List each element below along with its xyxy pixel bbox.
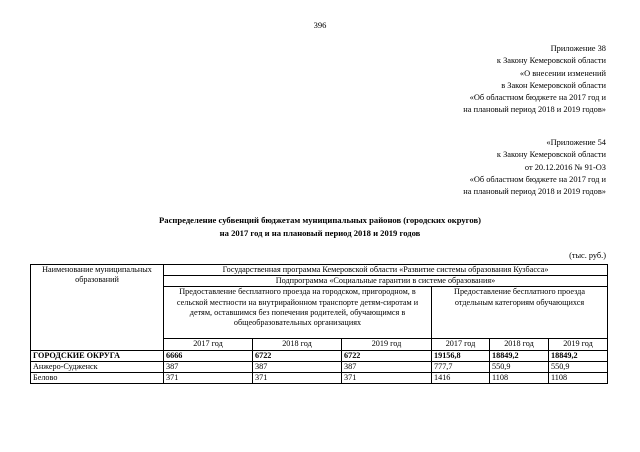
row-value: 777,7 <box>432 361 490 372</box>
year-header: 2019 год <box>342 339 432 350</box>
annex-line: «Приложение 54 <box>546 138 606 147</box>
row-value: 1416 <box>432 373 490 384</box>
annex-54-header <box>463 137 606 198</box>
row-name: Белово <box>31 373 164 384</box>
row-value: 18849,2 <box>549 350 608 361</box>
row-value: 550,9 <box>490 361 549 372</box>
header-subprogram: Подпрограмма «Социальные гарантии в системе образования» <box>164 276 608 287</box>
table-row <box>31 373 608 384</box>
row-value: 6666 <box>164 350 253 361</box>
annex-line: «О внесении изменений <box>519 68 606 78</box>
annex-line: Приложение 38 <box>550 44 606 53</box>
row-value: 371 <box>253 373 342 384</box>
row-value: 19156,8 <box>432 350 490 361</box>
annex-line: на плановый период 2018 и 2019 годов» <box>463 187 606 197</box>
year-header: 2017 год <box>164 339 253 350</box>
row-value: 6722 <box>342 350 432 361</box>
units-label: (тыс. руб.) <box>569 251 606 260</box>
year-header: 2018 год <box>490 339 549 350</box>
year-header: 2019 год <box>549 339 608 350</box>
header-municipality: Наименование муниципальных образований <box>31 265 164 351</box>
annex-line: в Закон Кемеровской области <box>501 80 606 90</box>
year-header: 2018 год <box>253 339 342 350</box>
row-value: 387 <box>253 361 342 372</box>
row-value: 387 <box>164 361 253 372</box>
table-row <box>31 350 608 361</box>
annex-38-header <box>463 43 606 117</box>
row-value: 371 <box>342 373 432 384</box>
row-value: 550,9 <box>549 361 608 372</box>
title-line-1: Распределение субвенций бюджетам муниципальных районов (городских округов) <box>159 215 481 225</box>
table-row <box>31 361 608 372</box>
annex-line: к Закону Кемеровской области <box>496 56 606 66</box>
annex-line: к Закону Кемеровской области <box>496 150 606 160</box>
page-number: 396 <box>313 20 327 30</box>
annex-line: на плановый период 2018 и 2019 годов» <box>463 105 606 115</box>
row-value: 18849,2 <box>490 350 549 361</box>
annex-line: «Об областном бюджете на 2017 год и <box>469 174 606 184</box>
annex-line: «Об областном бюджете на 2017 год и <box>469 93 606 103</box>
row-value: 1108 <box>490 373 549 384</box>
row-value: 6722 <box>253 350 342 361</box>
header-program: Государственная программа Кемеровской области «Развитие системы образования Кузбасса» <box>164 265 608 276</box>
title-line-2: на 2017 год и на плановый период 2018 и 2019 годов <box>219 227 421 238</box>
header-group-students: Предоставление бесплатного проезда отдельным категориям обучающихся <box>432 287 608 339</box>
row-name: Анжеро-Судженск <box>31 361 164 372</box>
subsidy-table <box>30 264 608 384</box>
row-value: 1108 <box>549 373 608 384</box>
row-value: 387 <box>342 361 432 372</box>
annex-line: от 20.12.2016 № 91-ОЗ <box>524 162 606 172</box>
row-name: ГОРОДСКИЕ ОКРУГА <box>31 350 164 361</box>
row-value: 371 <box>164 373 253 384</box>
header-group-orphans: Предоставление бесплатного проезда на городском, пригородном, в сельской местности на внутрирайонном транспорте детям-сиротам и детям, оставшимся без попечения родителей, обучающимся в общеобразовательных организациях <box>164 287 432 339</box>
year-header: 2017 год <box>432 339 490 350</box>
document-title <box>0 214 640 239</box>
